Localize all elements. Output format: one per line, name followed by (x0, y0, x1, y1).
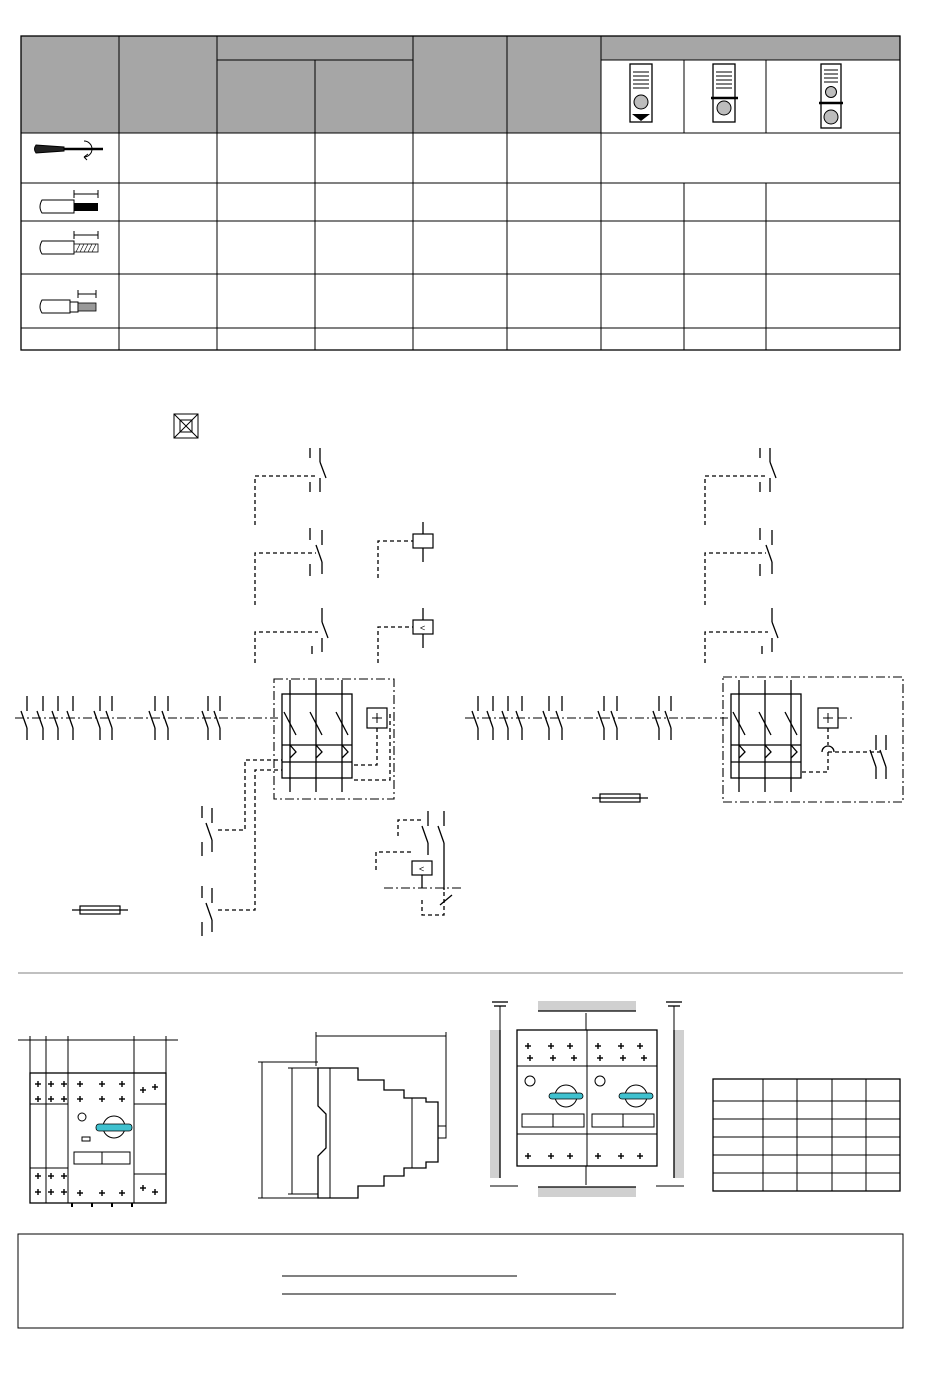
terminal-clamp-icon (819, 64, 843, 128)
svg-text:<: < (419, 864, 425, 874)
screwdriver-icon (35, 141, 104, 160)
circuit-diagrams (15, 414, 903, 936)
rotary-handle (96, 1124, 132, 1131)
dimension-table (713, 1079, 900, 1191)
right-circuit (465, 448, 903, 802)
terminal-clamp-icon (711, 64, 738, 122)
solid-wire-icon (40, 190, 98, 213)
mounting-spacing-drawing (490, 1001, 684, 1197)
not-applicable-icon (174, 414, 198, 438)
wiring-spec-table (21, 36, 900, 350)
stranded-wire-icon (40, 231, 98, 254)
side-view-drawing (258, 1032, 446, 1198)
svg-text:<: < (420, 623, 426, 633)
left-circuit (15, 448, 462, 936)
front-view-drawing (18, 1036, 178, 1207)
ferrule-wire-icon (40, 290, 96, 313)
terminal-clamp-icon (630, 64, 652, 122)
notes-box (18, 1234, 903, 1328)
